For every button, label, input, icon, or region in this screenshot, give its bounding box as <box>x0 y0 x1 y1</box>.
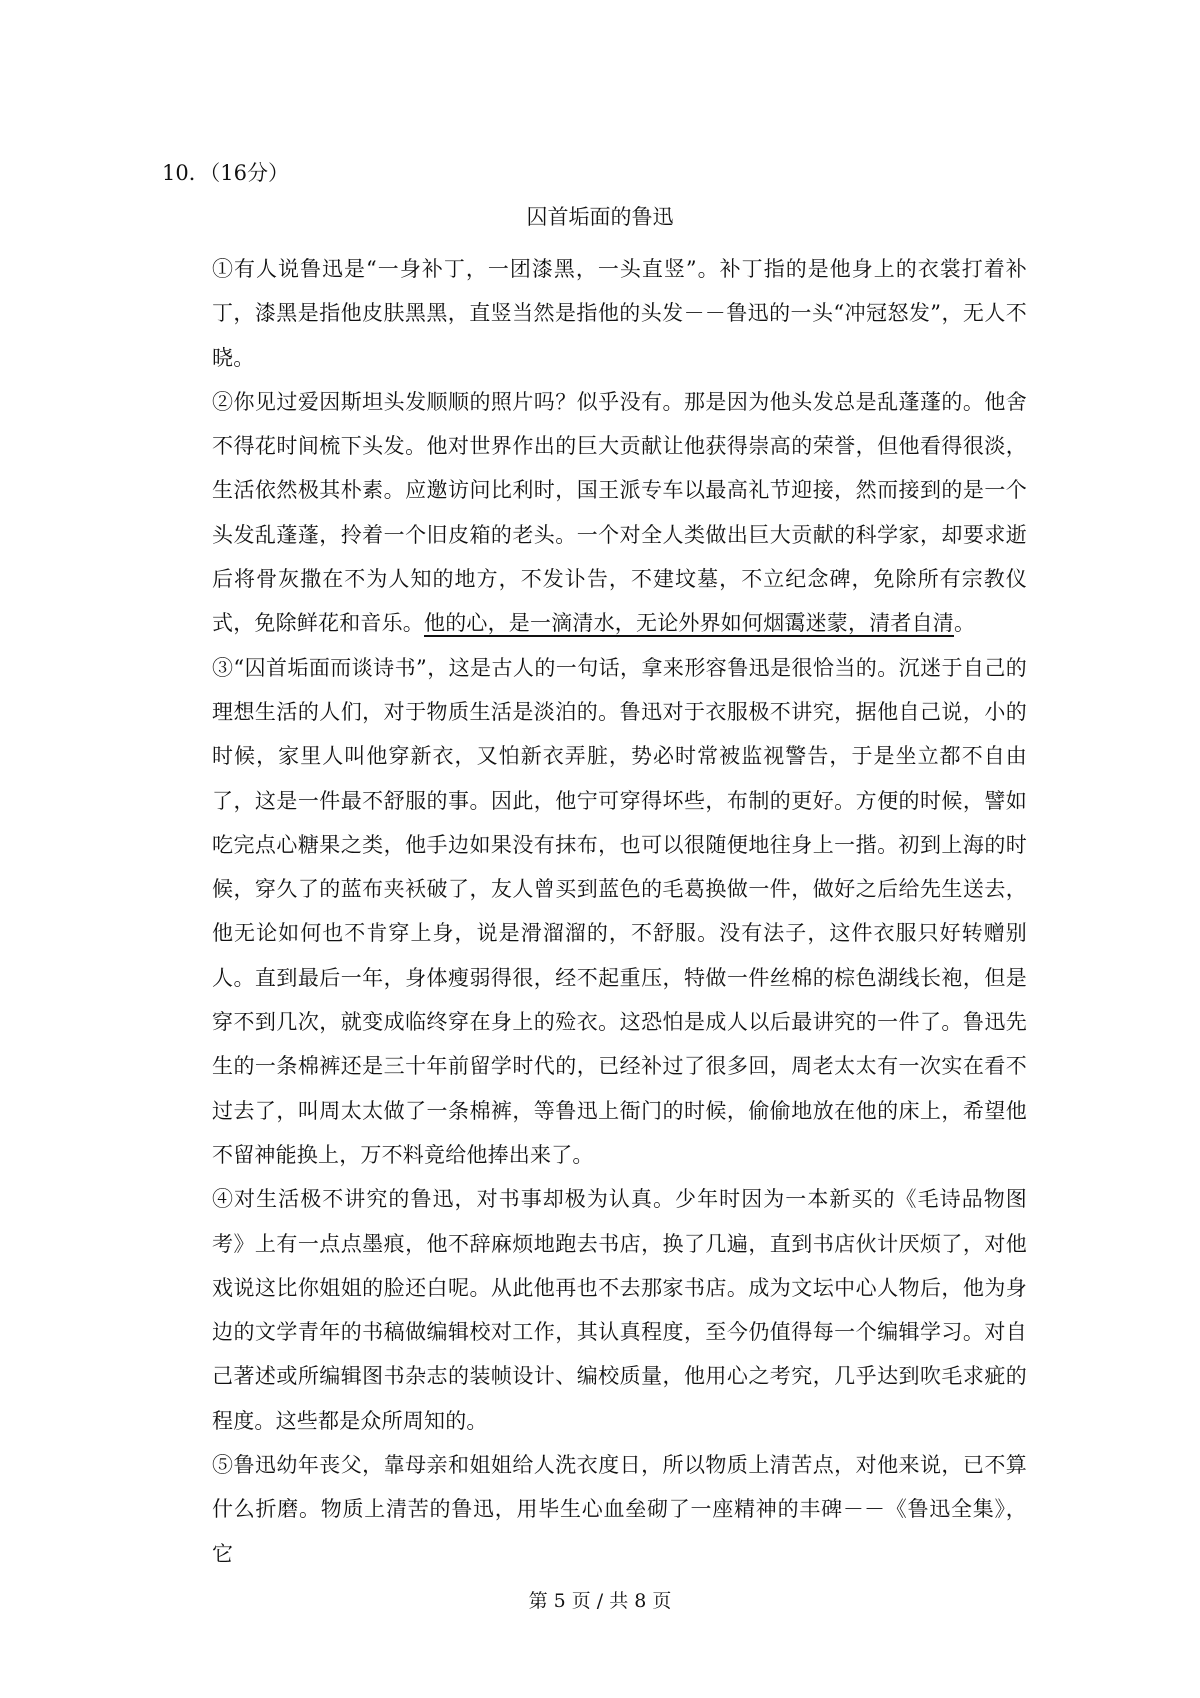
question-number: 10．（16分） <box>162 161 289 185</box>
page-indicator: 第 5 页 / 共 8 页 <box>528 1590 672 1612</box>
underlined-sentence: 他的心，是一滴清水，无论外界如何烟霭迷蒙，清者自清 <box>424 611 954 636</box>
paragraph-text: ③“囚首垢面而谈诗书”，这是古人的一句话，拿来形容鲁迅是很恰当的。沉迷于自己的理想生活的人们，对于物质生活是淡泊的。鲁迅对于衣服极不讲究，据他自己说，小的时候，家里人叫他穿新衣，又怕新衣弄脏，势必时常被监视警告，于是坐立都不自由了，这是一件最不舒服的事。因此，他宁可穿得坏些，布制的更好。方便的时候，譬如吃完点心糖果之类，他手边如果没有抹布，也可以很随便地往身上一揩。初到上海的时候，穿久了的蓝布夹袄破了，友人曾买到蓝色的毛葛换做一件，做好之后给先生送去，他无论如何也不肯穿上身，说是滑溜溜的，不舒服。没有法子，这件衣服只好转赠别人。直到最后一年，身体瘦弱得很，经不起重压，特做一件丝棉的棕色湖线长袍，但是穿不到几次，就变成临终穿在身上的殓衣。这恐怕是成人以后最讲究的一件了。鲁迅先生的一条棉裤还是三十年前留学时代的，已经补过了很多回，周老太太有一次实在看不过去了，叫周太太做了一条棉裤，等鲁迅上衙门的时候，偷偷地放在他的床上，希望他不留神能换上，万不料竟给他捧出来了。 <box>212 655 1027 1167</box>
article-body <box>212 247 1027 1576</box>
paragraph-3 <box>212 646 1027 1178</box>
paragraph-text: ②你见过爱因斯坦头发顺顺的照片吗？似乎没有。那是因为他头发总是乱蓬蓬的。他舍不得花时间梳下头发。他对世界作出的巨大贡献让他获得崇高的荣誉，但他看得很淡，生活依然极其朴素。应邀访问比利时，国王派专车以最高礼节迎接，然而接到的是一个头发乱蓬蓬，拎着一个旧皮箱的老头。一个对全人类做出巨大贡献的科学家，却要求逝后将骨灰撒在不为人知的地方，不发讣告，不建坟墓，不立纪念碑，免除所有宗教仪式，免除鲜花和音乐。 <box>212 389 1027 636</box>
paragraph-text: ①有人说鲁迅是“一身补丁，一团漆黑，一头直竖”。补丁指的是他身上的衣裳打着补丁，漆黑是指他皮肤黑黑，直竖当然是指他的头发－－鲁迅的一头“冲冠怒发”，无人不晓。 <box>212 257 1027 370</box>
paragraph-2 <box>212 380 1027 646</box>
article-title: 囚首垢面的鲁迅 <box>526 205 674 229</box>
paragraph-text-end: 。 <box>954 611 976 636</box>
paragraph-4 <box>212 1177 1027 1443</box>
paragraph-5 <box>212 1443 1027 1576</box>
paragraph-text: ⑤鲁迅幼年丧父，靠母亲和姐姐给人洗衣度日，所以物质上清苦点，对他来说，已不算什么折磨。物质上清苦的鲁迅，用毕生心血垒砌了一座精神的丰碑－－《鲁迅全集》，它 <box>212 1453 1027 1566</box>
paragraph-text: ④对生活极不讲究的鲁迅，对书事却极为认真。少年时因为一本新买的《毛诗品物图考》上有一点点墨痕，他不辞麻烦地跑去书店，换了几遍，直到书店伙计厌烦了，对他戏说这比你姐姐的脸还白呢。从此他再也不去那家书店。成为文坛中心人物后，他为身边的文学青年的书稿做编辑校对工作，其认真程度，至今仍值得每一个编辑学习。对自己著述或所编辑图书杂志的装帧设计、编校质量，他用心之考究，几乎达到吹毛求疵的程度。这些都是众所周知的。 <box>212 1187 1027 1433</box>
paragraph-1 <box>212 247 1027 380</box>
